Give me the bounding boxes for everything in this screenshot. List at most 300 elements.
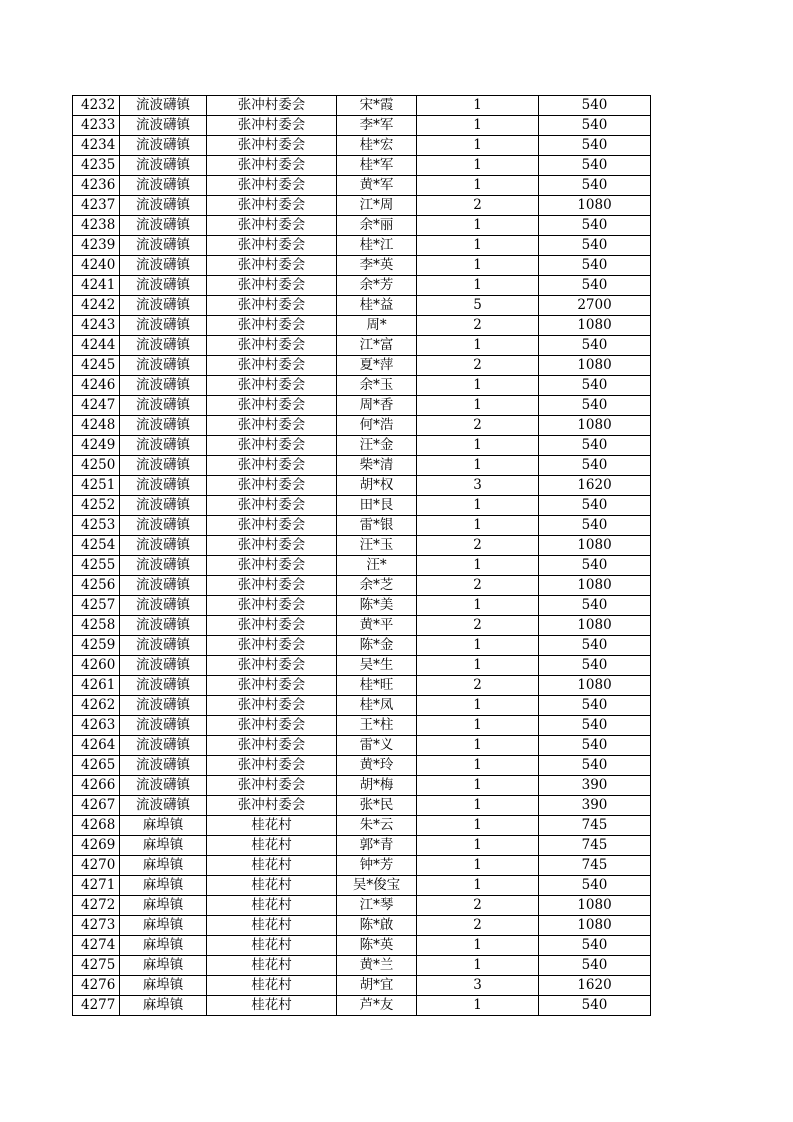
village-cell: 桂花村 bbox=[207, 836, 337, 856]
town-cell: 流波礴镇 bbox=[120, 356, 207, 376]
table-row bbox=[73, 296, 651, 316]
row-id-cell: 4247 bbox=[73, 396, 120, 416]
amount-cell: 540 bbox=[539, 276, 651, 296]
count-cell: 2 bbox=[417, 676, 539, 696]
count-cell: 1 bbox=[417, 816, 539, 836]
row-id-cell: 4258 bbox=[73, 616, 120, 636]
count-cell: 1 bbox=[417, 516, 539, 536]
amount-cell: 540 bbox=[539, 256, 651, 276]
amount-cell: 1080 bbox=[539, 896, 651, 916]
name-cell: 雷*银 bbox=[337, 516, 417, 536]
town-cell: 流波礴镇 bbox=[120, 96, 207, 116]
name-cell: 桂*凤 bbox=[337, 696, 417, 716]
count-cell: 1 bbox=[417, 236, 539, 256]
count-cell: 1 bbox=[417, 776, 539, 796]
amount-cell: 540 bbox=[539, 936, 651, 956]
count-cell: 1 bbox=[417, 396, 539, 416]
name-cell: 陈*啟 bbox=[337, 916, 417, 936]
row-id-cell: 4268 bbox=[73, 816, 120, 836]
village-cell: 张冲村委会 bbox=[207, 416, 337, 436]
row-id-cell: 4255 bbox=[73, 556, 120, 576]
count-cell: 1 bbox=[417, 696, 539, 716]
amount-cell: 1080 bbox=[539, 416, 651, 436]
village-cell: 张冲村委会 bbox=[207, 276, 337, 296]
village-cell: 张冲村委会 bbox=[207, 476, 337, 496]
table-row bbox=[73, 876, 651, 896]
table-row bbox=[73, 716, 651, 736]
town-cell: 流波礴镇 bbox=[120, 236, 207, 256]
count-cell: 1 bbox=[417, 136, 539, 156]
town-cell: 麻埠镇 bbox=[120, 956, 207, 976]
name-cell: 余*芝 bbox=[337, 576, 417, 596]
data-table bbox=[72, 95, 651, 1016]
village-cell: 张冲村委会 bbox=[207, 116, 337, 136]
row-id-cell: 4267 bbox=[73, 796, 120, 816]
row-id-cell: 4234 bbox=[73, 136, 120, 156]
row-id-cell: 4237 bbox=[73, 196, 120, 216]
count-cell: 1 bbox=[417, 376, 539, 396]
name-cell: 柴*清 bbox=[337, 456, 417, 476]
count-cell: 1 bbox=[417, 276, 539, 296]
village-cell: 桂花村 bbox=[207, 896, 337, 916]
count-cell: 2 bbox=[417, 916, 539, 936]
village-cell: 张冲村委会 bbox=[207, 376, 337, 396]
village-cell: 张冲村委会 bbox=[207, 456, 337, 476]
count-cell: 1 bbox=[417, 856, 539, 876]
village-cell: 张冲村委会 bbox=[207, 636, 337, 656]
village-cell: 张冲村委会 bbox=[207, 496, 337, 516]
amount-cell: 1080 bbox=[539, 616, 651, 636]
table-row bbox=[73, 596, 651, 616]
row-id-cell: 4266 bbox=[73, 776, 120, 796]
village-cell: 张冲村委会 bbox=[207, 396, 337, 416]
name-cell: 朱*云 bbox=[337, 816, 417, 836]
town-cell: 流波礴镇 bbox=[120, 516, 207, 536]
name-cell: 雷*义 bbox=[337, 736, 417, 756]
row-id-cell: 4241 bbox=[73, 276, 120, 296]
town-cell: 流波礴镇 bbox=[120, 456, 207, 476]
table-row bbox=[73, 516, 651, 536]
town-cell: 流波礴镇 bbox=[120, 676, 207, 696]
row-id-cell: 4272 bbox=[73, 896, 120, 916]
table-row bbox=[73, 236, 651, 256]
town-cell: 流波礴镇 bbox=[120, 756, 207, 776]
town-cell: 流波礴镇 bbox=[120, 636, 207, 656]
amount-cell: 540 bbox=[539, 596, 651, 616]
name-cell: 陈*美 bbox=[337, 596, 417, 616]
table-row bbox=[73, 936, 651, 956]
table-row bbox=[73, 916, 651, 936]
table-body bbox=[73, 96, 651, 1016]
table-row bbox=[73, 736, 651, 756]
village-cell: 桂花村 bbox=[207, 996, 337, 1016]
amount-cell: 540 bbox=[539, 116, 651, 136]
row-id-cell: 4252 bbox=[73, 496, 120, 516]
name-cell: 周* bbox=[337, 316, 417, 336]
count-cell: 1 bbox=[417, 736, 539, 756]
name-cell: 夏*萍 bbox=[337, 356, 417, 376]
town-cell: 流波礴镇 bbox=[120, 336, 207, 356]
row-id-cell: 4244 bbox=[73, 336, 120, 356]
count-cell: 3 bbox=[417, 476, 539, 496]
amount-cell: 540 bbox=[539, 716, 651, 736]
name-cell: 余*丽 bbox=[337, 216, 417, 236]
town-cell: 流波礴镇 bbox=[120, 696, 207, 716]
row-id-cell: 4270 bbox=[73, 856, 120, 876]
village-cell: 张冲村委会 bbox=[207, 776, 337, 796]
table-row bbox=[73, 376, 651, 396]
row-id-cell: 4233 bbox=[73, 116, 120, 136]
name-cell: 汪*金 bbox=[337, 436, 417, 456]
town-cell: 流波礴镇 bbox=[120, 196, 207, 216]
name-cell: 李*英 bbox=[337, 256, 417, 276]
amount-cell: 540 bbox=[539, 496, 651, 516]
village-cell: 张冲村委会 bbox=[207, 196, 337, 216]
count-cell: 1 bbox=[417, 936, 539, 956]
count-cell: 1 bbox=[417, 116, 539, 136]
amount-cell: 1620 bbox=[539, 976, 651, 996]
name-cell: 吴*生 bbox=[337, 656, 417, 676]
village-cell: 张冲村委会 bbox=[207, 676, 337, 696]
town-cell: 麻埠镇 bbox=[120, 816, 207, 836]
name-cell: 汪* bbox=[337, 556, 417, 576]
name-cell: 宋*霞 bbox=[337, 96, 417, 116]
row-id-cell: 4257 bbox=[73, 596, 120, 616]
village-cell: 张冲村委会 bbox=[207, 576, 337, 596]
row-id-cell: 4275 bbox=[73, 956, 120, 976]
count-cell: 2 bbox=[417, 616, 539, 636]
table-row bbox=[73, 456, 651, 476]
amount-cell: 540 bbox=[539, 236, 651, 256]
amount-cell: 1080 bbox=[539, 356, 651, 376]
amount-cell: 1080 bbox=[539, 536, 651, 556]
name-cell: 余*玉 bbox=[337, 376, 417, 396]
name-cell: 何*浩 bbox=[337, 416, 417, 436]
amount-cell: 1080 bbox=[539, 916, 651, 936]
amount-cell: 745 bbox=[539, 856, 651, 876]
row-id-cell: 4265 bbox=[73, 756, 120, 776]
amount-cell: 540 bbox=[539, 176, 651, 196]
row-id-cell: 4263 bbox=[73, 716, 120, 736]
village-cell: 张冲村委会 bbox=[207, 536, 337, 556]
table-row bbox=[73, 656, 651, 676]
village-cell: 张冲村委会 bbox=[207, 156, 337, 176]
amount-cell: 1080 bbox=[539, 676, 651, 696]
count-cell: 1 bbox=[417, 876, 539, 896]
amount-cell: 540 bbox=[539, 996, 651, 1016]
count-cell: 2 bbox=[417, 316, 539, 336]
amount-cell: 1080 bbox=[539, 576, 651, 596]
amount-cell: 540 bbox=[539, 216, 651, 236]
name-cell: 王*柱 bbox=[337, 716, 417, 736]
name-cell: 桂*军 bbox=[337, 156, 417, 176]
row-id-cell: 4249 bbox=[73, 436, 120, 456]
town-cell: 流波礴镇 bbox=[120, 596, 207, 616]
count-cell: 2 bbox=[417, 416, 539, 436]
count-cell: 1 bbox=[417, 456, 539, 476]
amount-cell: 390 bbox=[539, 776, 651, 796]
name-cell: 田*艮 bbox=[337, 496, 417, 516]
table-row bbox=[73, 496, 651, 516]
village-cell: 张冲村委会 bbox=[207, 516, 337, 536]
count-cell: 1 bbox=[417, 556, 539, 576]
table-row bbox=[73, 696, 651, 716]
count-cell: 1 bbox=[417, 836, 539, 856]
town-cell: 流波礴镇 bbox=[120, 476, 207, 496]
row-id-cell: 4256 bbox=[73, 576, 120, 596]
town-cell: 流波礴镇 bbox=[120, 396, 207, 416]
row-id-cell: 4246 bbox=[73, 376, 120, 396]
town-cell: 麻埠镇 bbox=[120, 836, 207, 856]
village-cell: 张冲村委会 bbox=[207, 796, 337, 816]
village-cell: 张冲村委会 bbox=[207, 176, 337, 196]
town-cell: 麻埠镇 bbox=[120, 896, 207, 916]
town-cell: 流波礴镇 bbox=[120, 316, 207, 336]
name-cell: 江*周 bbox=[337, 196, 417, 216]
village-cell: 张冲村委会 bbox=[207, 616, 337, 636]
village-cell: 张冲村委会 bbox=[207, 656, 337, 676]
name-cell: 胡*梅 bbox=[337, 776, 417, 796]
town-cell: 流波礴镇 bbox=[120, 556, 207, 576]
amount-cell: 540 bbox=[539, 436, 651, 456]
row-id-cell: 4264 bbox=[73, 736, 120, 756]
table-row bbox=[73, 356, 651, 376]
name-cell: 陈*金 bbox=[337, 636, 417, 656]
table-row bbox=[73, 676, 651, 696]
amount-cell: 540 bbox=[539, 756, 651, 776]
count-cell: 1 bbox=[417, 796, 539, 816]
count-cell: 1 bbox=[417, 596, 539, 616]
name-cell: 汪*玉 bbox=[337, 536, 417, 556]
amount-cell: 540 bbox=[539, 636, 651, 656]
town-cell: 流波礴镇 bbox=[120, 156, 207, 176]
row-id-cell: 4238 bbox=[73, 216, 120, 236]
row-id-cell: 4248 bbox=[73, 416, 120, 436]
amount-cell: 540 bbox=[539, 156, 651, 176]
row-id-cell: 4243 bbox=[73, 316, 120, 336]
amount-cell: 540 bbox=[539, 556, 651, 576]
table-row bbox=[73, 776, 651, 796]
table-row bbox=[73, 756, 651, 776]
name-cell: 桂*宏 bbox=[337, 136, 417, 156]
count-cell: 2 bbox=[417, 536, 539, 556]
village-cell: 张冲村委会 bbox=[207, 256, 337, 276]
row-id-cell: 4253 bbox=[73, 516, 120, 536]
table-row bbox=[73, 556, 651, 576]
town-cell: 流波礴镇 bbox=[120, 276, 207, 296]
town-cell: 流波礴镇 bbox=[120, 776, 207, 796]
row-id-cell: 4232 bbox=[73, 96, 120, 116]
village-cell: 张冲村委会 bbox=[207, 436, 337, 456]
table-row bbox=[73, 116, 651, 136]
town-cell: 流波礴镇 bbox=[120, 576, 207, 596]
amount-cell: 540 bbox=[539, 876, 651, 896]
village-cell: 桂花村 bbox=[207, 976, 337, 996]
table-row bbox=[73, 816, 651, 836]
name-cell: 江*琴 bbox=[337, 896, 417, 916]
village-cell: 桂花村 bbox=[207, 936, 337, 956]
name-cell: 胡*宜 bbox=[337, 976, 417, 996]
village-cell: 张冲村委会 bbox=[207, 596, 337, 616]
count-cell: 2 bbox=[417, 356, 539, 376]
table-row bbox=[73, 636, 651, 656]
count-cell: 1 bbox=[417, 496, 539, 516]
name-cell: 黄*军 bbox=[337, 176, 417, 196]
table-row bbox=[73, 436, 651, 456]
row-id-cell: 4236 bbox=[73, 176, 120, 196]
amount-cell: 540 bbox=[539, 336, 651, 356]
row-id-cell: 4251 bbox=[73, 476, 120, 496]
amount-cell: 745 bbox=[539, 836, 651, 856]
count-cell: 3 bbox=[417, 976, 539, 996]
table-row bbox=[73, 476, 651, 496]
count-cell: 1 bbox=[417, 716, 539, 736]
amount-cell: 745 bbox=[539, 816, 651, 836]
table-row bbox=[73, 416, 651, 436]
count-cell: 1 bbox=[417, 436, 539, 456]
town-cell: 麻埠镇 bbox=[120, 916, 207, 936]
row-id-cell: 4250 bbox=[73, 456, 120, 476]
table-row bbox=[73, 796, 651, 816]
town-cell: 麻埠镇 bbox=[120, 856, 207, 876]
table-row bbox=[73, 856, 651, 876]
table-row bbox=[73, 276, 651, 296]
town-cell: 流波礴镇 bbox=[120, 736, 207, 756]
name-cell: 李*军 bbox=[337, 116, 417, 136]
table-row bbox=[73, 996, 651, 1016]
village-cell: 张冲村委会 bbox=[207, 136, 337, 156]
name-cell: 钟*芳 bbox=[337, 856, 417, 876]
row-id-cell: 4277 bbox=[73, 996, 120, 1016]
amount-cell: 1080 bbox=[539, 196, 651, 216]
count-cell: 1 bbox=[417, 176, 539, 196]
town-cell: 流波礴镇 bbox=[120, 176, 207, 196]
row-id-cell: 4262 bbox=[73, 696, 120, 716]
name-cell: 芦*友 bbox=[337, 996, 417, 1016]
table-row bbox=[73, 336, 651, 356]
count-cell: 2 bbox=[417, 576, 539, 596]
count-cell: 2 bbox=[417, 896, 539, 916]
table-row bbox=[73, 976, 651, 996]
table-row bbox=[73, 396, 651, 416]
table-row bbox=[73, 136, 651, 156]
table-row bbox=[73, 96, 651, 116]
row-id-cell: 4273 bbox=[73, 916, 120, 936]
town-cell: 流波礴镇 bbox=[120, 536, 207, 556]
name-cell: 吴*俊宝 bbox=[337, 876, 417, 896]
table-row bbox=[73, 196, 651, 216]
count-cell: 1 bbox=[417, 656, 539, 676]
village-cell: 张冲村委会 bbox=[207, 96, 337, 116]
village-cell: 桂花村 bbox=[207, 916, 337, 936]
amount-cell: 540 bbox=[539, 376, 651, 396]
name-cell: 黄*平 bbox=[337, 616, 417, 636]
village-cell: 张冲村委会 bbox=[207, 716, 337, 736]
amount-cell: 540 bbox=[539, 456, 651, 476]
count-cell: 1 bbox=[417, 756, 539, 776]
village-cell: 桂花村 bbox=[207, 856, 337, 876]
amount-cell: 390 bbox=[539, 796, 651, 816]
amount-cell: 2700 bbox=[539, 296, 651, 316]
town-cell: 流波礴镇 bbox=[120, 116, 207, 136]
amount-cell: 540 bbox=[539, 696, 651, 716]
amount-cell: 1620 bbox=[539, 476, 651, 496]
count-cell: 1 bbox=[417, 156, 539, 176]
village-cell: 张冲村委会 bbox=[207, 236, 337, 256]
count-cell: 1 bbox=[417, 336, 539, 356]
village-cell: 张冲村委会 bbox=[207, 556, 337, 576]
amount-cell: 540 bbox=[539, 136, 651, 156]
count-cell: 2 bbox=[417, 196, 539, 216]
village-cell: 张冲村委会 bbox=[207, 296, 337, 316]
town-cell: 麻埠镇 bbox=[120, 936, 207, 956]
count-cell: 1 bbox=[417, 256, 539, 276]
name-cell: 余*芳 bbox=[337, 276, 417, 296]
name-cell: 桂*旺 bbox=[337, 676, 417, 696]
town-cell: 流波礴镇 bbox=[120, 296, 207, 316]
row-id-cell: 4274 bbox=[73, 936, 120, 956]
name-cell: 黄*兰 bbox=[337, 956, 417, 976]
village-cell: 桂花村 bbox=[207, 956, 337, 976]
table-row bbox=[73, 156, 651, 176]
table-row bbox=[73, 176, 651, 196]
name-cell: 周*香 bbox=[337, 396, 417, 416]
town-cell: 流波礴镇 bbox=[120, 496, 207, 516]
table-row bbox=[73, 616, 651, 636]
table-row bbox=[73, 256, 651, 276]
table-row bbox=[73, 316, 651, 336]
town-cell: 流波礴镇 bbox=[120, 436, 207, 456]
village-cell: 张冲村委会 bbox=[207, 756, 337, 776]
name-cell: 郭*青 bbox=[337, 836, 417, 856]
row-id-cell: 4242 bbox=[73, 296, 120, 316]
village-cell: 张冲村委会 bbox=[207, 216, 337, 236]
row-id-cell: 4276 bbox=[73, 976, 120, 996]
row-id-cell: 4259 bbox=[73, 636, 120, 656]
town-cell: 流波礴镇 bbox=[120, 376, 207, 396]
town-cell: 流波礴镇 bbox=[120, 716, 207, 736]
village-cell: 张冲村委会 bbox=[207, 736, 337, 756]
table-row bbox=[73, 536, 651, 556]
table-row bbox=[73, 836, 651, 856]
amount-cell: 540 bbox=[539, 956, 651, 976]
name-cell: 桂*江 bbox=[337, 236, 417, 256]
village-cell: 张冲村委会 bbox=[207, 696, 337, 716]
town-cell: 麻埠镇 bbox=[120, 976, 207, 996]
row-id-cell: 4261 bbox=[73, 676, 120, 696]
row-id-cell: 4254 bbox=[73, 536, 120, 556]
table-row bbox=[73, 956, 651, 976]
table-row bbox=[73, 216, 651, 236]
name-cell: 黄*玲 bbox=[337, 756, 417, 776]
village-cell: 张冲村委会 bbox=[207, 356, 337, 376]
amount-cell: 540 bbox=[539, 656, 651, 676]
town-cell: 流波礴镇 bbox=[120, 256, 207, 276]
row-id-cell: 4235 bbox=[73, 156, 120, 176]
count-cell: 1 bbox=[417, 996, 539, 1016]
row-id-cell: 4269 bbox=[73, 836, 120, 856]
name-cell: 张*民 bbox=[337, 796, 417, 816]
name-cell: 桂*益 bbox=[337, 296, 417, 316]
name-cell: 陈*英 bbox=[337, 936, 417, 956]
amount-cell: 540 bbox=[539, 96, 651, 116]
amount-cell: 540 bbox=[539, 516, 651, 536]
village-cell: 桂花村 bbox=[207, 876, 337, 896]
town-cell: 流波礴镇 bbox=[120, 796, 207, 816]
count-cell: 1 bbox=[417, 956, 539, 976]
name-cell: 胡*权 bbox=[337, 476, 417, 496]
amount-cell: 540 bbox=[539, 736, 651, 756]
